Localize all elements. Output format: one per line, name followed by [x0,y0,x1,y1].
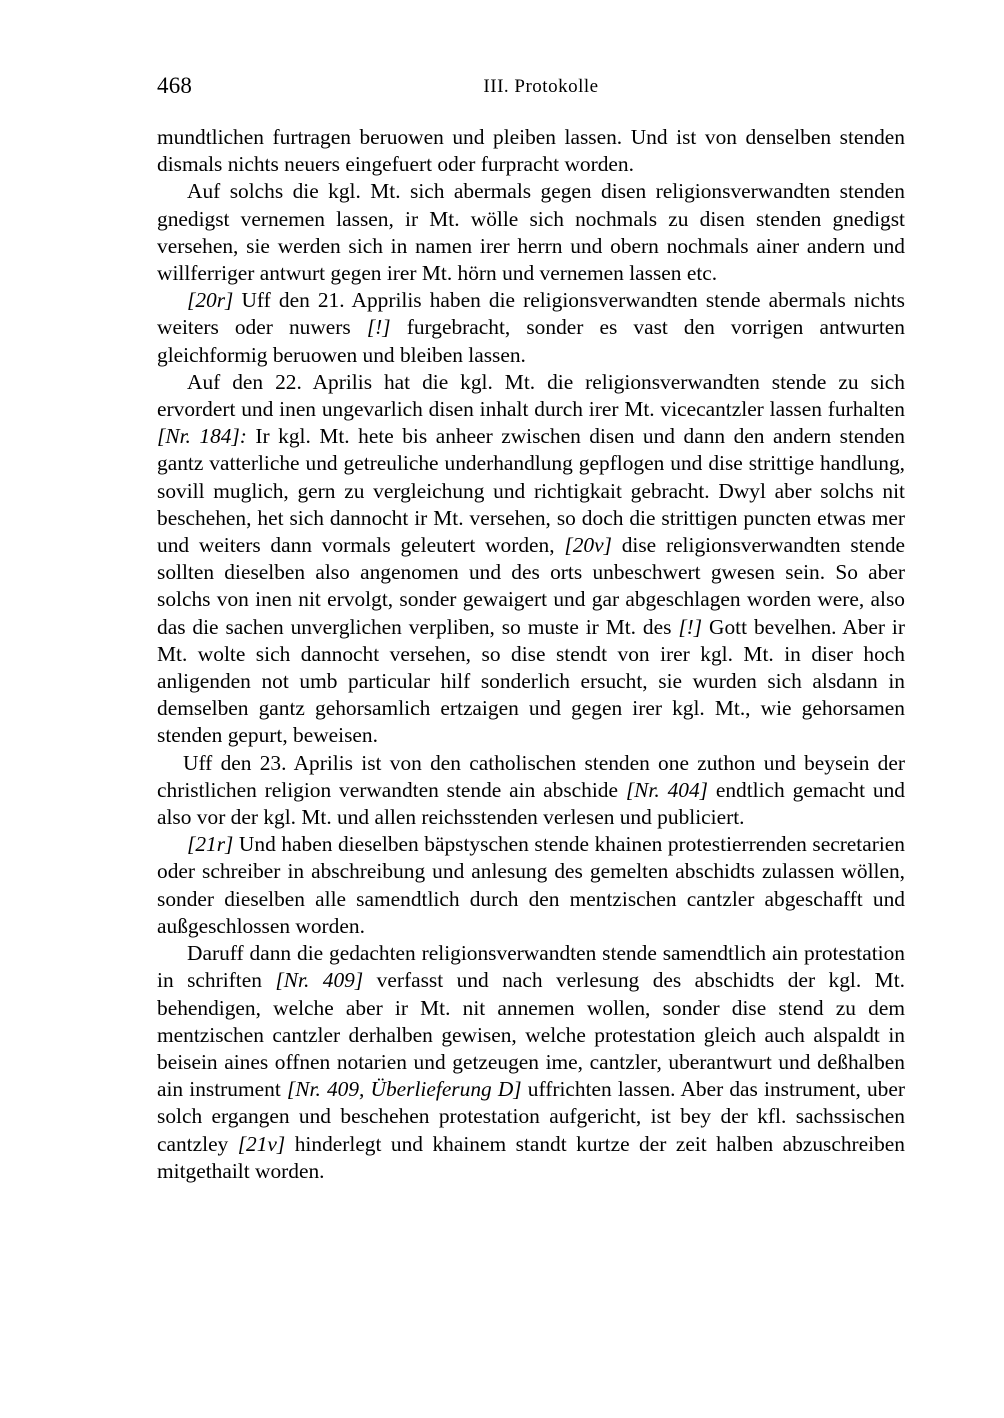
editorial-reference: [20r] [187,288,234,313]
paragraph [157,287,905,369]
paragraph [157,178,905,287]
body-text [157,124,905,1185]
paragraph [157,124,905,178]
text-run: hinderlegt und khainem standt kurtze der zeit halben abzuschreiben mitgethailt worden. [157,1131,905,1183]
text-run: dise religionsverwandten stende sollten dieselben also angenomen und des orts unbeschwert gwesen sein. So aber solchs von inen nit ervolgt, sonder gewaigert und gar abgeschlagen worden were, also das die sachen unverglichen verpliben, so muste ir Mt. des [157,533,906,639]
editorial-reference: [Nr. 409, Überlieferung D] [286,1077,522,1102]
page-number: 468 [157,73,193,98]
text-run: ir Mt. wölle sich nochmals zu disen stenden gnedigst versehen, sie werden sich in namen irer herrn und obern nochmals ainer andern und willferriger antwurt gegen irer Mt. hörn und vernemen lassen etc. [157,206,905,286]
text-run: Auf solchs die kgl. Mt. sich abermals gegen disen religionsverwandten stenden gnedigst vernemen lassen [157,179,905,231]
editorial-reference: [Nr. 409] [275,968,364,993]
paragraph [157,831,905,940]
editorial-reference: [Nr. 404] [625,777,708,802]
editorial-reference: [20v] [564,533,612,558]
text-run: furgebracht, sonder es vast den vorrigen antwurten gleichformig beruowen und bleiben lassen. [157,315,905,367]
text-run: verfasst und nach verlesung des abschidts der kgl. Mt. behendigen, welche aber ir Mt. nit annemen wollen, sonder dise stend zu dem mentzischen cantzler derhalben gewisen, welche protestation gleich auch alspaldt in beisein aines offnen notarien und getzeugen ime, cantzler, uberantwurt und deßhalben ain instrument [157,968,905,1102]
text-run: Ir kgl. Mt. hete bis anheer zwischen disen und dann den andern stenden gantz vatterliche und getreuliche underhandlung gepflogen und dise strittige handlung, sovill muglich, gern zu vergleichung und richtigkait gebracht. Dwyl aber solchs nit beschehen, het sich dannocht ir Mt. versehen, so doch die strittigen puncten etwas mer und weiters dann vormals geleutert worden, [157,424,905,558]
editorial-reference: [21r] [187,832,234,857]
editorial-reference: [Nr. 184]: [157,424,247,449]
editorial-reference: [!] [678,614,703,639]
text-run: Uff den 23. Aprilis ist von den catholischen stenden one zuthon und beysein der christlichen religion verwandten stende ain abschide [157,750,905,802]
paragraph [157,750,905,832]
page-content [157,72,905,1185]
running-head [157,72,905,106]
text-run: Uff den 21. Apprilis haben die religionsverwandten stende abermals nichts weiters oder nuwers [157,288,905,340]
paragraph [157,369,905,750]
editorial-reference: [!] [366,315,391,340]
paragraph [157,940,905,1185]
editorial-reference: , [388,206,394,231]
text-run: Auf den 22. Aprilis hat die kgl. Mt. die religionsverwandten stende zu sich ervordert und inen ungevarlich disen inhalt durch irer Mt. vicecantzler lassen furhalten [157,369,905,422]
editorial-reference: [21v] [237,1131,286,1156]
text-run: Und haben dieselben bäpstyschen stende khainen protestierrenden secretarien oder schreiber in abschreibung und anlesung des gemelten abschidts zulassen wöllen, sonder dieselben alle samendtlich durch den mentzischen cantzler abgeschafft und außgeschlossen worden. [157,832,905,938]
text-run: endtlich gemacht und also vor der kgl. Mt. und allen reichsstenden verlesen und publiciert. [157,777,905,830]
running-head-title: III. Protokolle [483,76,599,97]
text-run: Gott bevelhen. Aber ir Mt. wolte sich dannocht versehen, so dise stendt von irer kgl. Mt. in diser hoch anligenden not umb particular hilf sonderlich ersucht, sie wurden sich alsdann in demselben gantz gehorsamlich ertzaigen und gegen irer kgl. Mt., wie gehorsamen stenden gepurt, beweisen. [157,614,905,748]
text-run: Daruff dann die gedachten religionsverwandten stende samendtlich ain protestation in schriften [157,941,905,993]
text-run: mundtlichen furtragen beruowen und pleiben lassen. Und ist von denselben stenden dismals nichts neuers eingefuert oder furpracht worden. [157,125,905,177]
text-run: uffrichten lassen. Aber das instrument, uber solch ergangen und beschehen protestation aufgericht, ist bey der kfl. sachssischen cantzley [157,1077,905,1156]
